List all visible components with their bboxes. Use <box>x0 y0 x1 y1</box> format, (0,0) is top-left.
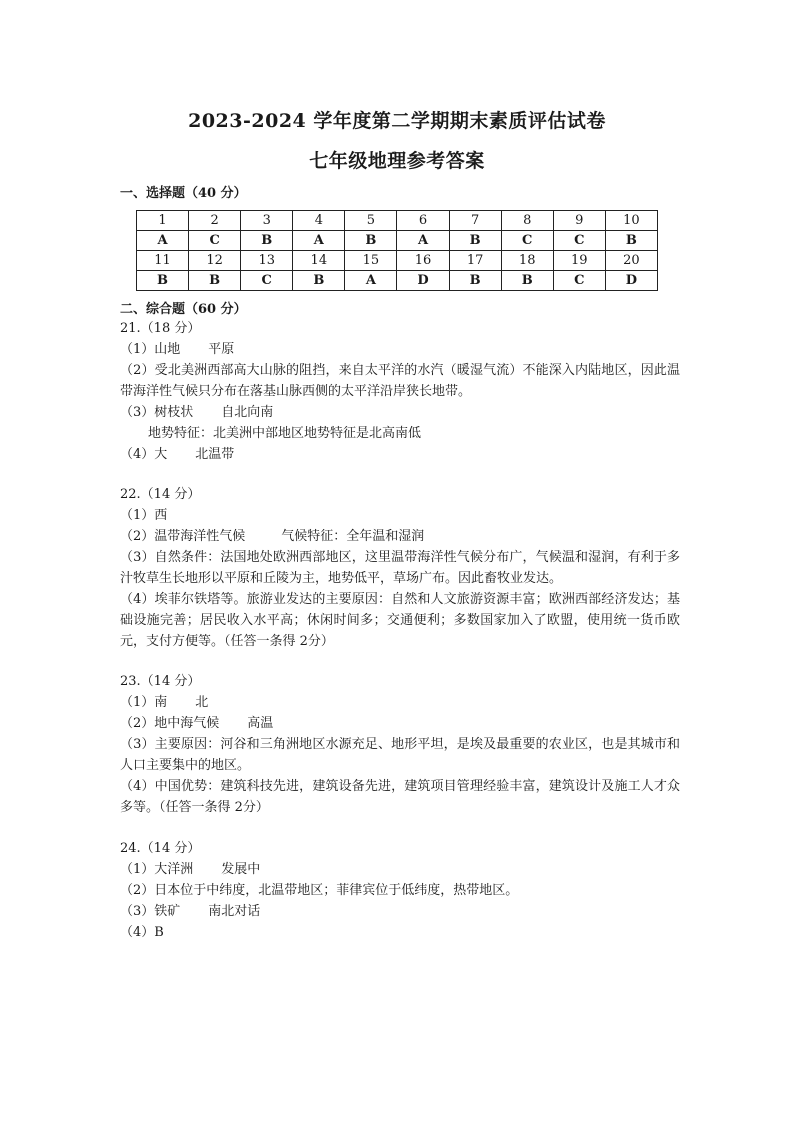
table-cell: D <box>397 271 449 291</box>
answer-text: 南北对话 <box>208 904 261 919</box>
answer-text: 自北向南 <box>221 405 274 420</box>
answer-text: （1）南 <box>120 695 168 710</box>
answer-text: （1）大洋洲 <box>120 862 194 877</box>
table-row-numbers-2 <box>137 251 658 271</box>
table-cell: 6 <box>397 211 449 231</box>
table-cell: 19 <box>553 251 605 271</box>
answer-line <box>120 339 680 360</box>
table-cell: A <box>293 231 345 251</box>
table-cell: 13 <box>241 251 293 271</box>
page-title: 2023-2024 学年度第二学期期末素质评估试卷 <box>188 110 606 132</box>
table-row-answers-1 <box>137 231 658 251</box>
table-cell: A <box>137 231 189 251</box>
answer-line <box>120 713 680 734</box>
answer-text: （2）地中海气候 <box>120 716 220 731</box>
answer-text: （2）温带海洋性气候 <box>120 529 246 544</box>
table-cell: 8 <box>501 211 553 231</box>
answer-line: （2）日本位于中纬度，北温带地区；菲律宾位于低纬度，热带地区。 <box>120 883 519 898</box>
answer-text: 北温带 <box>195 447 235 462</box>
question-22-heading: 22.（14 分） <box>120 487 201 502</box>
table-cell: 15 <box>345 251 397 271</box>
table-cell: B <box>293 271 345 291</box>
answer-line: （4）中国优势：建筑科技先进，建筑设备先进，建筑项目管理经验丰富，建筑设计及施工人才众多等。（任答一条得 2分） <box>120 779 680 815</box>
answer-text: （3）树枝状 <box>120 405 194 420</box>
table-cell: C <box>241 271 293 291</box>
page-subtitle: 七年级地理参考答案 <box>309 150 485 172</box>
table-cell: 11 <box>137 251 189 271</box>
answer-text: 北 <box>195 695 209 710</box>
table-cell: 9 <box>553 211 605 231</box>
table-cell: C <box>553 231 605 251</box>
answer-line: （3）自然条件：法国地处欧洲西部地区，这里温带海洋性气候分布广，气候温和湿润，有利于多汁牧草生长地形以平原和丘陵为主，地势低平，草场广布。因此畜牧业发达。 <box>120 550 680 586</box>
table-cell: B <box>449 231 501 251</box>
answer-line <box>120 859 680 880</box>
table-row-answers-2 <box>137 271 658 291</box>
table-cell: 5 <box>345 211 397 231</box>
table-cell: B <box>137 271 189 291</box>
question-21-heading: 21.（18 分） <box>120 321 201 336</box>
table-cell: 3 <box>241 211 293 231</box>
answer-line: （3）主要原因：河谷和三角洲地区水源充足、地形平坦，是埃及最重要的农业区，也是其城市和人口主要集中的地区。 <box>120 737 680 773</box>
table-cell: 12 <box>189 251 241 271</box>
table-cell: C <box>189 231 241 251</box>
table-cell: 4 <box>293 211 345 231</box>
answer-line: （4）B <box>120 925 164 940</box>
answer-line: 地势特征：北美洲中部地区地势特征是北高南低 <box>148 426 422 441</box>
answer-line <box>120 402 680 423</box>
table-cell: 1 <box>137 211 189 231</box>
table-cell: B <box>449 271 501 291</box>
table-cell: B <box>345 231 397 251</box>
table-cell: B <box>501 271 553 291</box>
table-cell: 20 <box>605 251 657 271</box>
question-24 <box>120 838 680 943</box>
table-cell: C <box>553 271 605 291</box>
answer-table <box>136 210 658 291</box>
table-cell: 18 <box>501 251 553 271</box>
section-multiple-choice-heading: 一、选择题（40 分） <box>120 186 247 201</box>
question-23-heading: 23.（14 分） <box>120 674 201 689</box>
section-comprehensive-heading: 二、综合题（60 分） <box>120 302 247 317</box>
answer-text: 发展中 <box>221 862 261 877</box>
table-cell: 17 <box>449 251 501 271</box>
answer-text: 气候特征：全年温和湿润 <box>281 529 425 544</box>
table-cell: B <box>241 231 293 251</box>
question-22 <box>120 484 680 652</box>
answer-text: （1）山地 <box>120 342 181 357</box>
answer-line <box>120 901 680 922</box>
table-cell: 10 <box>605 211 657 231</box>
table-cell: 14 <box>293 251 345 271</box>
answer-line <box>120 692 680 713</box>
answer-line <box>120 526 680 547</box>
answer-text: （3）铁矿 <box>120 904 181 919</box>
table-cell: 16 <box>397 251 449 271</box>
question-21 <box>120 318 680 465</box>
answer-line: （4）埃菲尔铁塔等。旅游业发达的主要原因：自然和人文旅游资源丰富；欧洲西部经济发达；基础设施完善；居民收入水平高；休闲时间多；交通便利；多数国家加入了欧盟，使用统一货币欧元，支付方便等。（任答一条得 2分） <box>120 592 680 649</box>
question-24-heading: 24.（14 分） <box>120 841 201 856</box>
table-cell: D <box>605 271 657 291</box>
question-23 <box>120 671 680 818</box>
table-cell: B <box>189 271 241 291</box>
answer-text: 平原 <box>208 342 235 357</box>
table-cell: A <box>397 231 449 251</box>
table-cell: C <box>501 231 553 251</box>
answer-text: 高温 <box>247 716 274 731</box>
answer-line: （2）受北美洲西部高大山脉的阻挡，来自太平洋的水汽（暖湿气流）不能深入内陆地区，因此温带海洋性气候只分布在落基山脉西侧的太平洋沿岸狭长地带。 <box>120 363 680 399</box>
table-cell: B <box>605 231 657 251</box>
answer-line <box>120 444 680 465</box>
table-cell: A <box>345 271 397 291</box>
table-cell: 7 <box>449 211 501 231</box>
answer-text: （4）大 <box>120 447 168 462</box>
table-row-numbers-1 <box>137 211 658 231</box>
answer-line: （1）西 <box>120 508 168 523</box>
table-cell: 2 <box>189 211 241 231</box>
